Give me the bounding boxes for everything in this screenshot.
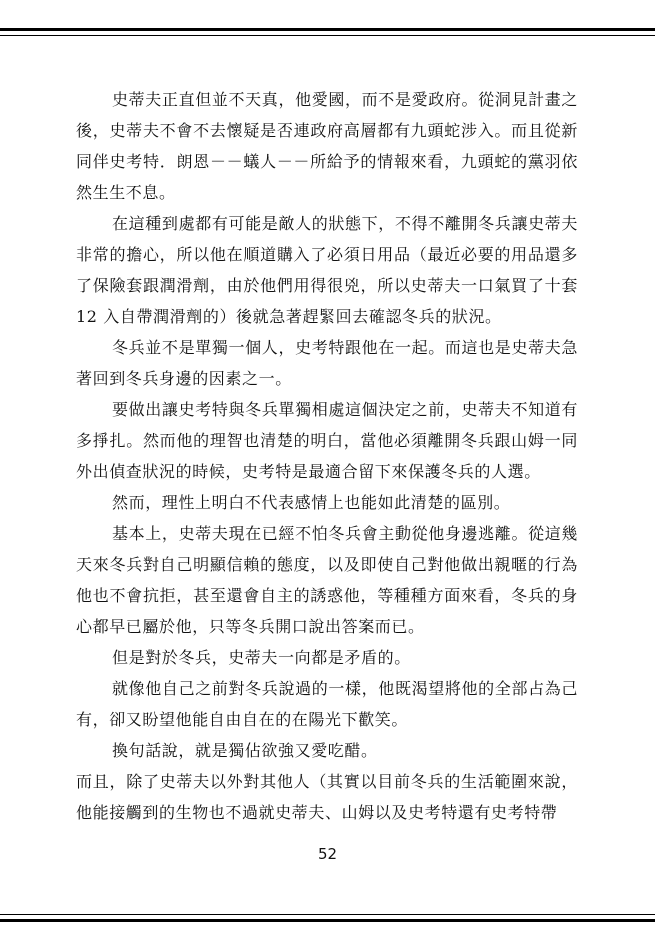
page-number: 52	[317, 845, 338, 863]
paragraph-4: 要做出讓史考特與冬兵單獨相處這個決定之前，史蒂夫不知道有多掙扎。然而他的理智也清楚的明白，當他必須離開冬兵跟山姆一同外出偵查狀況的時候，史考特是最適合留下來保護冬兵的人選。	[76, 400, 578, 481]
paragraph-7: 但是對於冬兵，史蒂夫一向都是矛盾的。	[112, 648, 411, 667]
footer-rule-thick	[0, 919, 655, 922]
paragraph-10: 而且，除了史蒂夫以外對其他人（其實以目前冬兵的生活範圍來說，他能接觸到的生物也不過就史蒂夫、山姆以及史考特還有史考特帶	[76, 772, 578, 822]
paragraph-8: 就像他自己之前對冬兵說過的一樣，他既渴望將他的全部占為己有，卻又盼望他能自由自在的在陽光下歡笑。	[76, 679, 578, 729]
header-rule-thin	[0, 35, 655, 36]
header-rule-thick	[0, 28, 655, 31]
page-body	[76, 84, 578, 828]
paragraph-3: 冬兵並不是單獨一個人，史考特跟他在一起。而這也是史蒂夫急著回到冬兵身邊的因素之一。	[76, 338, 578, 388]
paragraph-1: 史蒂夫正直但並不天真，他愛國，而不是愛政府。從洞見計畫之後，史蒂夫不會不去懷疑是否連政府高層都有九頭蛇涉入。而且從新同伴史考特．朗恩－－蟻人－－所給予的情報來看，九頭蛇的黨羽依然生生不息。	[76, 90, 578, 202]
footer-rule-thin	[0, 914, 655, 915]
paragraph-5: 然而，理性上明白不代表感情上也能如此清楚的區別。	[112, 493, 511, 512]
paragraph-9: 換句話說，就是獨佔欲強又愛吃醋。	[112, 741, 378, 760]
paragraph-2: 在這種到處都有可能是敵人的狀態下，不得不離開冬兵讓史蒂夫非常的擔心，所以他在順道購入了必須日用品（最近必要的用品還多了保險套跟潤滑劑，由於他們用得很兇，所以史蒂夫一口氣買了十套 12 入自帶潤滑劑的）後就急著趕緊回去確認冬兵的狀況。	[76, 214, 578, 326]
paragraph-6: 基本上，史蒂夫現在已經不怕冬兵會主動從他身邊逃離。從這幾天來冬兵對自己明顯信賴的態度，以及即使自己對他做出親暱的行為他也不會抗拒，甚至還會自主的誘惑他，等種種方面來看，冬兵的身心都早已屬於他，只等冬兵開口說出答案而已。	[76, 524, 578, 636]
